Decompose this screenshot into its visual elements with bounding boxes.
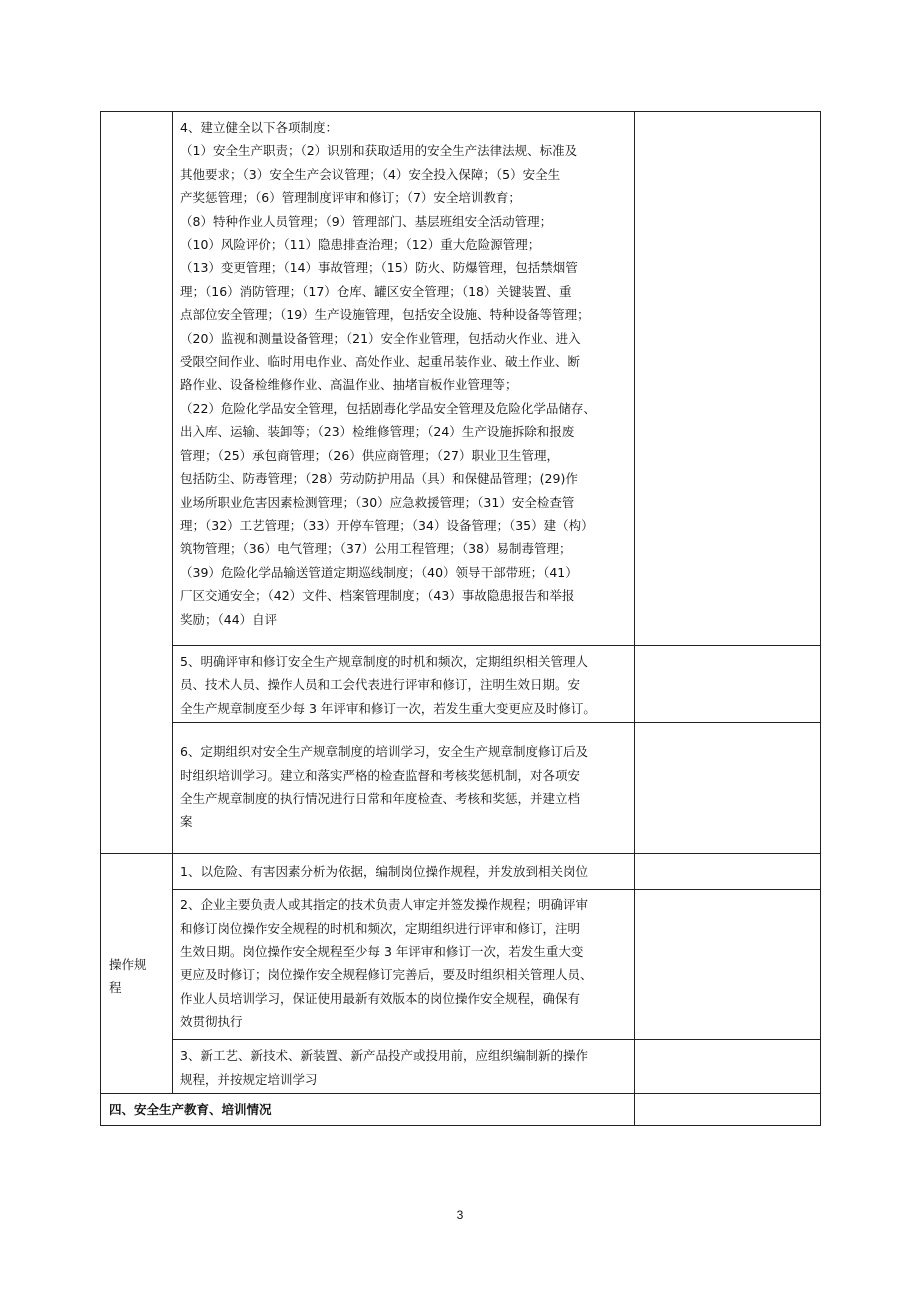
content-cell-operation-2 (173, 890, 635, 1040)
operation-category-label (101, 947, 172, 1001)
text-line: 管理；（25）承包商管理；（26）供应商管理；（27）职业卫生管理， (180, 447, 559, 463)
text-line: 5、明确评审和修订安全生产规章制度的时机和频次，定期组织相关管理人 (180, 654, 588, 669)
text-line: （10）风险评价；（11）隐患排查治理；（12）重大危险源管理； (180, 237, 541, 253)
category-cell-operation (101, 854, 173, 1094)
result-cell-operation-2[interactable] (635, 890, 821, 1040)
text-line: 出入库、运输、装卸等；（23）检维修管理；（24）生产设施拆除和报废 (180, 424, 575, 440)
text-line: 路作业、设备检维修作业、高温作业、抽堵盲板作业管理等； (180, 377, 518, 393)
text-line: 业场所职业危害因素检测管理；（30）应急救援管理；（31）安全检查管 (180, 494, 575, 510)
result-cell-rule-5[interactable] (635, 646, 821, 723)
table-row-rule-4 (101, 112, 821, 646)
text-line: 厂区交通安全；（42）文件、档案管理制度；（43）事故隐患报告和举报 (180, 588, 575, 604)
table-row-section-4 (101, 1094, 821, 1126)
text-line: 时组织培训学习。建立和落实严格的检查监督和考核奖惩机制，对各项安 (180, 767, 581, 783)
section-4-title: 四、安全生产教育、培训情况 (109, 1101, 272, 1117)
text-line: （39）危险化学品输送管道定期巡线制度；（40）领导干部带班；（41） (180, 564, 578, 580)
category-cell-rules (101, 112, 173, 854)
text-line: 奖励；（44）自评 (180, 611, 278, 627)
text-line: 受限空间作业、临时用电作业、高处作业、起重吊装作业、破土作业、断 (180, 354, 581, 370)
result-cell-rule-6[interactable] (635, 723, 821, 854)
operation-3-text (173, 1040, 634, 1093)
text-line: （22）危险化学品安全管理，包括剧毒化学品安全管理及危险化学品储存、 (180, 400, 596, 416)
table-row-rule-6 (101, 723, 821, 854)
result-cell-section-4[interactable] (635, 1094, 821, 1126)
operation-2-text (173, 890, 634, 1035)
result-cell-operation-1[interactable] (635, 854, 821, 890)
result-cell-operation-3[interactable] (635, 1040, 821, 1094)
text-line: 3、新工艺、新技术、新装置、新产品投产或投用前，应组织编制新的操作 (180, 1048, 588, 1064)
text-line: 点部位安全管理；（19）生产设施管理，包括安全设施、特种设备等管理； (180, 307, 590, 323)
text-line: 员、技术人员、操作人员和工会代表进行评审和修订，注明生效日期。安 (180, 677, 581, 693)
text-line: 案 (180, 814, 193, 830)
text-line: （20）监视和测量设备管理；（21）安全作业管理，包括动火作业、进入 (180, 330, 581, 346)
text-line: 程 (109, 979, 122, 995)
text-line: 4、建立健全以下各项制度： (180, 120, 338, 135)
content-cell-operation-1 (173, 854, 635, 890)
text-line: 6、定期组织对安全生产规章制度的培训学习，安全生产规章制度修订后及 (180, 744, 588, 760)
page-number: 3 (456, 1208, 464, 1222)
text-line: 1、以危险、有害因素分析为依据，编制岗位操作规程，并发放到相关岗位 (180, 864, 588, 880)
text-line: 全生产规章制度至少每 3 年评审和修订一次，若发生重大变更应及时修订。 (180, 700, 596, 716)
text-line: 2、企业主要负责人或其指定的技术负责人审定并签发操作规程；明确评审 (180, 897, 588, 913)
text-line: 和修订岗位操作安全规程的时机和频次，定期组织进行评审和修订，注明 (180, 920, 581, 936)
text-line: 理；（16）消防管理；（17）仓库、罐区安全管理；（18）关键装置、重 (180, 283, 572, 299)
inspection-table (100, 111, 821, 1126)
text-line: 筑物管理；（36）电气管理；（37）公用工程管理；（38）易制毒管理； (180, 541, 572, 557)
text-line: 操作规 (109, 956, 147, 972)
section-4-header-cell (101, 1094, 635, 1126)
text-line: 效贯彻执行 (180, 1014, 243, 1030)
text-line: 其他要求；（3）安全生产会议管理；（4）安全投入保障；（5）安全生 (180, 166, 561, 182)
rule-4-text (173, 112, 634, 633)
text-line: 理；（32）工艺管理；（33）开停车管理；（34）设备管理；（35）建（构） (180, 517, 594, 533)
text-line: 包括防尘、防毒管理；（28）劳动防护用品（具）和保健品管理；(29)作 (180, 471, 578, 487)
content-cell-rule-6 (173, 723, 635, 854)
table-row-operation-3 (101, 1040, 821, 1094)
operation-1-text (173, 854, 634, 885)
content-cell-rule-5 (173, 646, 635, 723)
rule-6-text (173, 723, 634, 836)
table-row-operation-2 (101, 890, 821, 1040)
content-cell-operation-3 (173, 1040, 635, 1094)
text-line: （8）特种作业人员管理；（9）管理部门、基层班组安全活动管理； (180, 213, 553, 229)
text-line: 全生产规章制度的执行情况进行日常和年度检查、考核和奖惩，并建立档 (180, 791, 581, 807)
rule-5-text (173, 646, 634, 722)
table-row-rule-5 (101, 646, 821, 723)
result-cell-rule-4[interactable] (635, 112, 821, 646)
text-line: 规程，并按规定培训学习 (180, 1071, 318, 1087)
text-line: （13）变更管理；（14）事故管理；（15）防火、防爆管理，包括禁烟管 (180, 260, 578, 276)
text-line: 生效日期。岗位操作安全规程至少每 3 年评审和修订一次，若发生重大变 (180, 944, 584, 960)
text-line: 作业人员培训学习，保证使用最新有效版本的岗位操作安全规程，确保有 (180, 990, 581, 1006)
text-line: 产奖惩管理；（6）管理制度评审和修订；（7）安全培训教育； (180, 190, 521, 206)
table-row-operation-1 (101, 854, 821, 890)
text-line: （1）安全生产职责；（2）识别和获取适用的安全生产法律法规、标准及 (180, 143, 578, 159)
text-line: 更应及时修订；岗位操作安全规程修订完善后，要及时组织相关管理人员、 (180, 967, 593, 983)
content-cell-rule-4 (173, 112, 635, 646)
